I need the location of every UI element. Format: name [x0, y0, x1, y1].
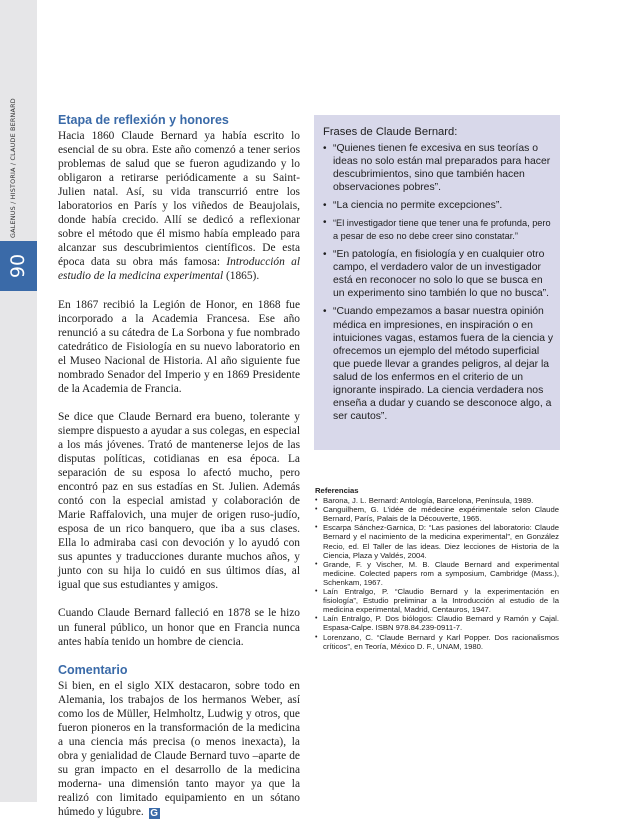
bullet-icon: • [323, 143, 327, 154]
reference-item: • Canguilhem, G. L'idée de médecine expérimentale selon Claude Bernard, París, Palais de la Découverte, 1965. [315, 505, 559, 524]
quote-item: • “La ciencia no permite excepciones”. [323, 200, 503, 212]
section-heading-reflexion: Etapa de reflexión y honores [58, 113, 229, 127]
bullet-icon: • [315, 497, 318, 505]
bullet-icon: • [315, 633, 318, 641]
quotes-title: Frases de Claude Bernard: [323, 126, 458, 138]
quote-item: • “El investigador tiene que tener una fe profunda, pero a pesar de eso no debe creer sino constatar.” [323, 217, 551, 242]
bullet-icon: • [315, 615, 318, 623]
reference-item: • Escarpa Sánchez-Garnica, D: “Las pasiones del laboratorio: Claude Bernard y el nacimiento de la medicina experimental”, en González Recio, ed. El Taller de las ideas. Diez lecciones de Historia de la Ciencia, Plaza y Valdés, 2004. [315, 523, 559, 560]
paragraph: En 1867 recibió la Legión de Honor, en 1868 fue incorporado a la Academia Francesa. Ese año renunció a su cátedra de La Sorbona y fue nombrado catedrático de Fisiología en su nuevo laboratorio en el Museo Nacional de Historia. Al año siguiente fue nombrado Senador del Imperio y en 1869 Presidente de la Academia de Francia. [58, 298, 300, 395]
bullet-icon: • [315, 524, 318, 532]
page-margin-band [0, 0, 37, 802]
paragraph: Cuando Claude Bernard falleció en 1878 se le hizo un funeral público, un honor que en Francia nunca antes había tenido un hombre de ciencia. [58, 607, 300, 648]
bullet-icon: • [315, 588, 318, 596]
references [315, 486, 559, 651]
bullet-icon: • [315, 560, 318, 568]
page-number: 90 [7, 253, 30, 279]
paragraph: Hacia 1860 Claude Bernard ya había escrito lo esencial de su obra. Este año comenzó a tener serios problemas de salud que se fueron agudizando y lo obligaron a retirarse periódicamente a su Saint-Julien natal. Así, su vida transcurrió entre los laboratorios en París y los viñedos de Beaujolais, donde había crecido. Allí se dedicó a reflexionar sobre el método que él mismo había empleado para alcanzar sus descubrimientos científicos. De esta época data su obra más famosa: Introducción al estudio de la medicina experimental (1865). [58, 130, 301, 283]
bullet-icon: • [323, 217, 327, 229]
section-heading-comentario: Comentario [58, 662, 128, 677]
quote-item: • “En patología, en fisiología y en cualquier otro campo, el verdadero valor de un investigador está en reconocer no solo lo que se busca en un experimento sino también lo que no busca”. [323, 249, 550, 300]
references-title: Referencias [315, 486, 359, 495]
bullet-icon: • [323, 249, 327, 261]
quote-item: • “Cuando empezamos a basar nuestra opinión médica en impresiones, en inspiración o en intuiciones vagas, estamos fuera de la ciencia y ofrecemos un ejemplo del método superficial que puede llevar a grandes peligros, al dejar la salud de los enfermos en el criterio de un ignorante inspirado. La ciencia verdadera nos enseña a dudar y cuando se desconoce algo, a ser cautos”. [323, 306, 554, 423]
reference-item: • Laín Entralgo, P. “Claudio Bernard y la experimentación en fisiología”, Estudio preliminar a la Introducción al estudio de la medicina experimental, Madrid, Centauros, 1947. [315, 587, 559, 615]
main-column [58, 113, 300, 833]
quote-item: • “Quienes tienen fe excesiva en sus teorías o ideas no solo están mal preparados para hacer descubrimientos, sino que también hacen observaciones pobres”. [323, 143, 551, 194]
reference-item: • Laín Entralgo, P. Dos biólogos: Claudio Bernard y Ramón y Cajal. Espasa-Calpe. ISBN 978.84.239-0911-7. [315, 614, 559, 633]
reference-item: • Grande, F. y Vischer, M. B. Claude Bernard and experimental medicine. Colected papers rom a symposium, Cambridge (Mass.), Schenkam, 1967. [315, 559, 559, 587]
paragraph: Si bien, en el siglo XIX destacaron, sobre todo en Alemania, los trabajos de los hermanos Weber, así como los de Müller, Helmholtz, Ludwig y otros, que fueron pioneros en la transformación de la medicina a una ciencia más precisa (o menos inexacta), la obra y genialidad de Claude Bernard tuvo –aparte de su gran impacto en el desarrollo de la medicina moderna- una dimensión tanto mayor ya que la realizó con limitado equipamiento en un sótano húmedo y lúgubre. G [58, 679, 300, 820]
end-mark-icon: G [150, 808, 158, 820]
bullet-icon: • [323, 306, 327, 318]
reference-item: • Lorenzano, C. “Claude Bernard y Karl Popper. Dos racionalismos críticos”, en Teoría, México D. F., UNAM, 1980. [315, 632, 559, 651]
bullet-icon: • [315, 506, 318, 514]
reference-item: • Barona, J. L. Bernard: Antología, Barcelona, Península, 1989. [315, 496, 534, 506]
bullet-icon: • [323, 200, 327, 212]
quotes-box [314, 115, 560, 450]
paragraph: Se dice que Claude Bernard era bueno, tolerante y siempre dispuesto a ayudar a sus colegas, en especial a los más jóvenes. Trató de mantenerse lejos de las disputas políticas, cotidianas en esa época. La separación de su esposa lo afectó mucho, pero encontró paz en sus estadías en St. Julien. Además contó con la especial amistad y colaboración de Marie Raffalovich, una mujer de origen ruso-judío, esposa de un rico banquero, que iba a sus clases. Ella lo admiraba casi con devoción y lo ayudó con sus apuntes y traducciones durante muchos años, y junto con su hija lo cuidó en sus últimos días, al igual que sus estudiantes y amigos. [58, 410, 300, 592]
running-header: GALENUS / HISTORIA / CLAUDE BERNARD [9, 98, 17, 238]
